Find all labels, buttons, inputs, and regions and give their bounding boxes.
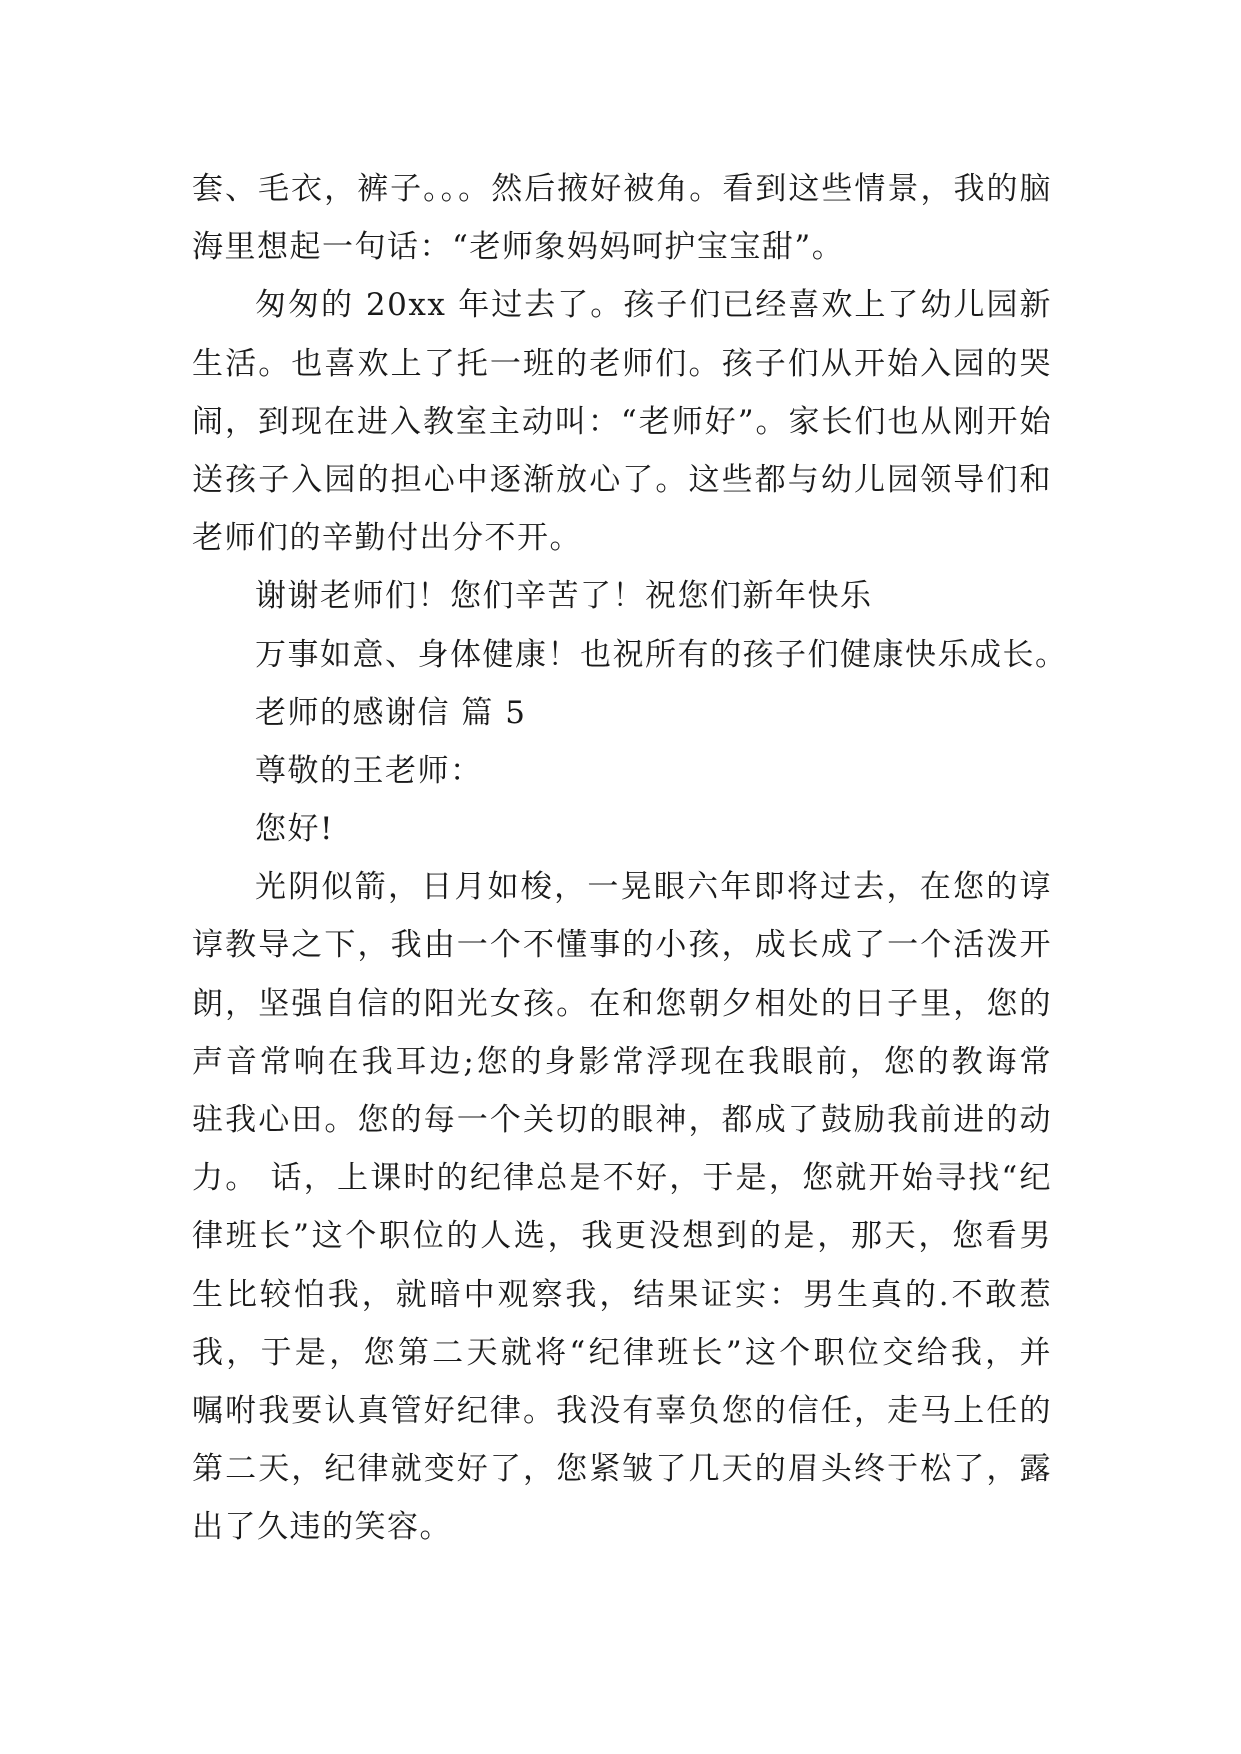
paragraph-first-line: 匆匆的 20xx 年过去了。孩子们已经喜欢上了幼儿园新 [255, 287, 1052, 324]
text-line: 嘱咐我要认真管好纪律。我没有辜负您的信任，走马上任的 [192, 1392, 1052, 1429]
paragraph-first-line: 光阴似箭，日月如梭，一晃眼六年即将过去，在您的谆 [255, 869, 1052, 906]
text-line: 套、毛衣，裤子。。。然后掖好被角。看到这些情景，我的脑 [192, 171, 1052, 207]
paragraph-first-line: 谢谢老师们！您们辛苦了！祝您们新年快乐 [255, 578, 873, 615]
text-line: 谆教导之下，我由一个不懂事的小孩，成长成了一个活泼开 [192, 927, 1052, 964]
text-line: 朗，坚强自信的阳光女孩。在和您朝夕相处的日子里，您的 [192, 985, 1052, 1022]
text-line: 力。 话，上课时的纪律总是不好，于是，您就开始寻找“纪 [192, 1160, 1052, 1197]
text-line: 我，于是，您第二天就将“纪律班长”这个职位交给我，并 [192, 1334, 1052, 1371]
letter-greeting: 您好! [255, 811, 334, 848]
document-body [192, 160, 1068, 1557]
text-line: 驻我心田。您的每一个关切的眼神，都成了鼓励我前进的动 [192, 1102, 1052, 1138]
text-line: 生比较怕我，就暗中观察我，结果证实：男生真的.不敢惹 [192, 1276, 1052, 1313]
text-line: 出了久违的笑容。 [192, 1509, 452, 1546]
text-line: 第二天，纪律就变好了，您紧皱了几天的眉头终于松了，露 [192, 1451, 1052, 1488]
text-line: 老师们的辛勤付出分不开。 [192, 520, 582, 557]
section-heading: 老师的感谢信 篇 5 [255, 694, 527, 731]
paragraph-first-line: 万事如意、身体健康！也祝所有的孩子们健康快乐成长。 [255, 636, 1068, 673]
text-line: 生活。也喜欢上了托一班的老师们。孩子们从开始入园的哭 [192, 345, 1052, 382]
text-line: 海里想起一句话：“老师象妈妈呵护宝宝甜”。 [192, 229, 845, 266]
text-line: 律班长”这个职位的人选，我更没想到的是，那天，您看男 [192, 1218, 1052, 1255]
letter-salutation: 尊敬的王老师： [255, 752, 483, 789]
text-line: 声音常响在我耳边;您的身影常浮现在我眼前，您的教诲常 [192, 1043, 1052, 1080]
text-line: 闹，到现在进入教室主动叫：“老师好”。家长们也从刚开始 [192, 403, 1052, 440]
text-line: 送孩子入园的担心中逐渐放心了。这些都与幼儿园领导们和 [192, 461, 1052, 498]
